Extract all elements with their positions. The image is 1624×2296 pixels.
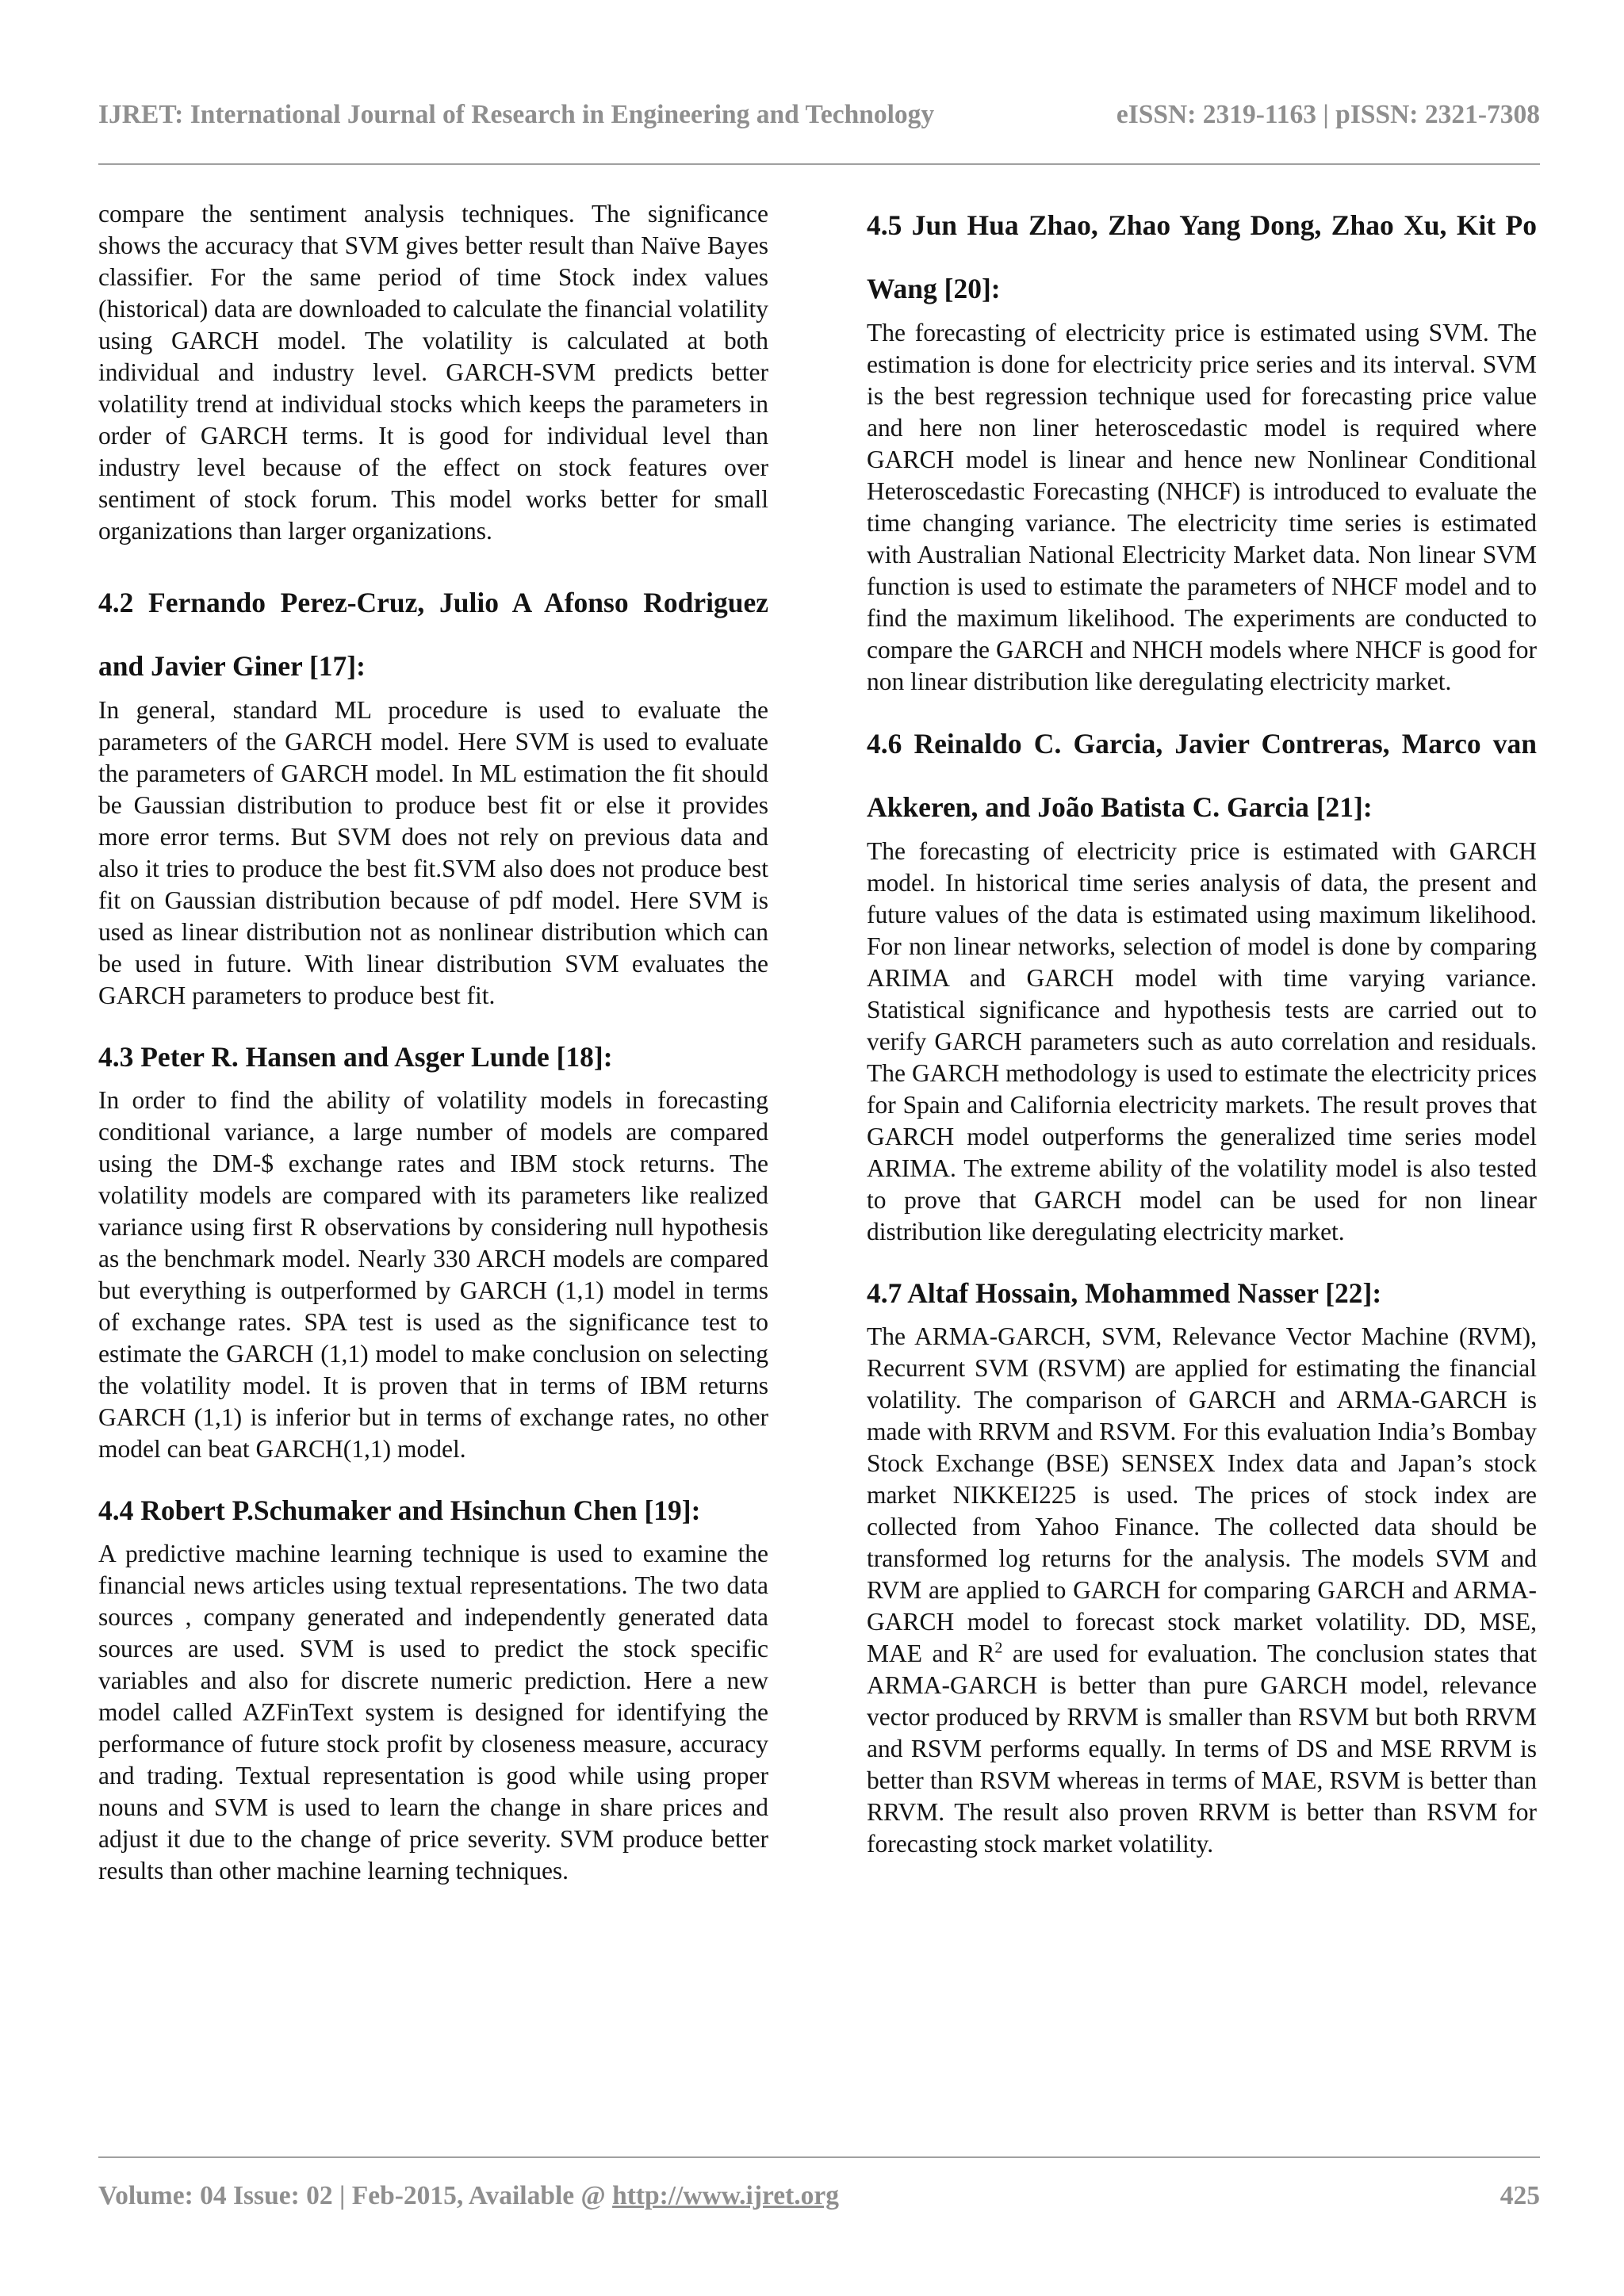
footer-divider	[98, 2156, 1540, 2158]
footer-volume-info	[98, 2181, 839, 2211]
section-4-3-heading: 4.3 Peter R. Hansen and Asger Lunde [18]:	[98, 1041, 613, 1073]
journal-title: IJRET: International Journal of Research in Engineering and Technology	[98, 99, 935, 129]
section-4-5-body: The forecasting of electricity price is estimated using SVM. The estimation is done for electricity price series and its interval. SVM is the best regression technique used for forecasting price value and here non liner heteroscedastic model is required where GARCH model is linear and hence new Nonlinear Conditional Heteroscedastic Forecasting (NHCF) is introduced to evaluate the time changing variance. The electricity time series is estimated with Australian National Electricity Market data. Non linear SVM function is used to estimate the parameters of NHCF model and to find the maximum likelihood. The experiments are conducted to compare the GARCH and NHCH models where NHCF is good for non linear distribution like deregulating electricity market.	[867, 319, 1537, 695]
left-column	[98, 198, 768, 1887]
section-4-7-body	[867, 1321, 1537, 1860]
page-header	[98, 95, 1540, 135]
header-divider	[98, 163, 1540, 165]
section-4-3-body: In order to find the ability of volatility models in forecasting conditional variance, a large number of models are compared using the DM-$ exchange rates and IBM stock returns. The volatility models are compared with its parameters like realized variance using first R observations by considering null hypothesis as the benchmark model. Nearly 330 ARCH models are compared but everything is outperformed by GARCH (1,1) model in terms of exchange rates. SPA test is used as the significance test to estimate the GARCH (1,1) model to make conclusion on selecting the volatility model. It is proven that in terms of IBM returns GARCH (1,1) is inferior but in terms of exchange rates, no other model can beat GARCH(1,1) model.	[98, 1086, 768, 1463]
intro-paragraph: compare the sentiment analysis techniques. The significance shows the accuracy that SVM gives better result than Naïve Bayes classifier. For the same period of time Stock index values (historical) data are downloaded to calculate the financial volatility using GARCH model. The volatility is calculated at both individual and industry level. GARCH-SVM predicts better volatility trend at individual stocks which keeps the parameters in order of GARCH terms. It is good for individual level than industry level because of the effect on stock features over sentiment of stock forum. This model works better for small organizations than larger organizations.	[98, 200, 768, 545]
right-column	[867, 198, 1537, 1860]
section-4-2-body: In general, standard ML procedure is used to evaluate the parameters of the GARCH model. Here SVM is used to evaluate the parameters of GARCH model. In ML estimation the fit should be Gaussian distribution to produce best fit or else it provides more error terms. But SVM does not rely on previous data and also it tries to produce the best fit.SVM also does not produce best fit on Gaussian distribution because of pdf model. Here SVM is used as linear distribution not as nonlinear distribution which can be used in future. With linear distribution SVM evaluates the GARCH parameters to produce best fit.	[98, 696, 768, 1009]
section-4-2-heading: 4.2 Fernando Perez-Cruz, Julio A Afonso Rodriguez and Javier Giner [17]:	[98, 587, 768, 682]
page-number: 425	[1500, 2181, 1540, 2210]
section-4-7-heading: 4.7 Altaf Hossain, Mohammed Nasser [22]:	[867, 1277, 1382, 1309]
footer-volume-text: Volume: 04 Issue: 02 | Feb-2015, Available @	[98, 2181, 613, 2210]
section-4-7-body-part2: are used for evaluation. The conclusion states that ARMA-GARCH is better than pure GARCH model, relevance vector produced by RRVM is smaller than RSVM but both RRVM and RSVM performs equally. In terms of DS and MSE RRVM is better than RSVM whereas in terms of MAE, RSVM is better than RRVM. The result also proven RRVM is better than RSVM for forecasting stock market volatility.	[867, 1640, 1537, 1858]
section-4-6-body: The forecasting of electricity price is estimated with GARCH model. In historical time series analysis of data, the present and future values of the data is estimated using maximum likelihood. For non linear networks, selection of model is done by comparing ARIMA and GARCH model with time varying variance. Statistical significance and hypothesis tests are carried out to verify GARCH parameters such as auto correlation and residuals. The GARCH methodology is used to estimate the electricity prices for Spain and California electricity markets. The result proves that GARCH model outperforms the generalized time series model ARIMA. The extreme ability of the volatility model is also tested to prove that GARCH model can be used for non linear distribution like deregulating electricity market.	[867, 837, 1537, 1246]
issn-info: eISSN: 2319-1163 | pISSN: 2321-7308	[1116, 99, 1540, 129]
section-4-7-body-part1: The ARMA-GARCH, SVM, Relevance Vector Machine (RVM), Recurrent SVM (RSVM) are applied for estimating the financial volatility. The comparison of GARCH and ARMA-GARCH is made with RRVM and RSVM. For this evaluation India’s Bombay Stock Exchange (BSE) SENSEX Index data and Japan’s stock market NIKKEI225 is used. The prices of stock index are collected from Yahoo Finance. The collected data should be transformed log returns for the analysis. The models SVM and RVM are applied to GARCH for comparing GARCH and ARMA-GARCH model to forecast stock market volatility. DD, MSE, MAE and R	[867, 1322, 1537, 1667]
r-squared-superscript: 2	[994, 1639, 1003, 1657]
section-4-4-body: A predictive machine learning technique is used to examine the financial news articles using textual representations. The two data sources , company generated and independently generated data sources are used. SVM is used to predict the stock specific variables and also for discrete numeric prediction. Here a new model called AZFinText system is designed for identifying the performance of future stock profit by closeness measure, accuracy and trading. Textual representation is good while using proper nouns and SVM is used to learn the change in share prices and adjust it due to the change of price severity. SVM produce better results than other machine learning techniques.	[98, 1540, 768, 1885]
journal-website-link[interactable]: http://www.ijret.org	[612, 2181, 840, 2210]
page-footer	[98, 2179, 1540, 2214]
section-4-5-heading: 4.5 Jun Hua Zhao, Zhao Yang Dong, Zhao Xu, Kit Po Wang [20]:	[867, 209, 1537, 304]
section-4-6-heading: 4.6 Reinaldo C. Garcia, Javier Contreras, Marco van Akkeren, and João Batista C. Garcia [21]:	[867, 728, 1537, 823]
section-4-4-heading: 4.4 Robert P.Schumaker and Hsinchun Chen [19]:	[98, 1494, 701, 1526]
